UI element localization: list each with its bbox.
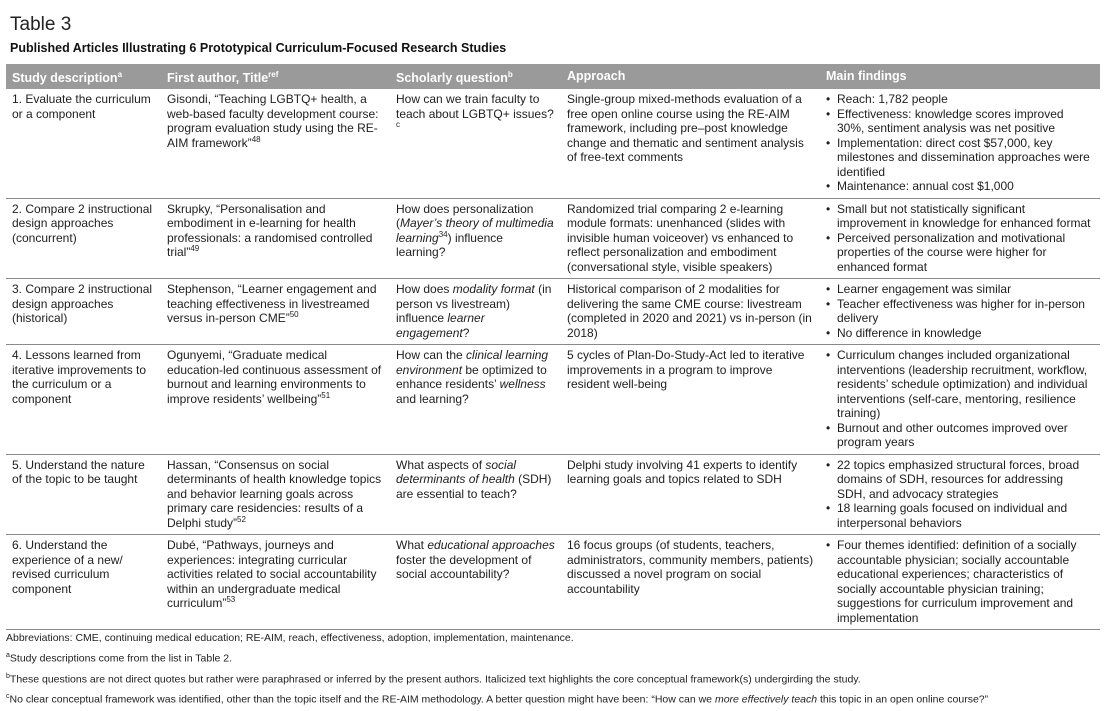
question-text: How can we train faculty to teach about LGBTQ+ issues? [396, 92, 554, 121]
cell-study-description: 3. Compare 2 instructional design approaches (historical) [6, 279, 161, 345]
cell-main-findings [820, 279, 1100, 345]
cell-author-title [161, 535, 390, 630]
table-title: Table 3 [10, 14, 72, 35]
finding-item: • Small but not statistically significant improvement in knowledge for enhanced format [826, 202, 1094, 231]
cell-main-findings [820, 89, 1100, 198]
author-title-text: Gisondi, “Teaching LGBTQ+ health, a web-based faculty development course: program evaluation study using the RE-AIM framework” [167, 92, 379, 150]
cell-main-findings [820, 535, 1100, 630]
question-text: What aspects of [396, 457, 486, 472]
question-text: and learning? [396, 391, 469, 406]
footnote-abbreviations: Abbreviations: CME, continuing medical education; RE-AIM, reach, effectiveness, adoption, implementation, maintenance. [6, 632, 574, 644]
question-superscript: c [396, 120, 400, 130]
cell-author-title [161, 89, 390, 198]
reference-number: 48 [251, 134, 261, 144]
finding-item: • Perceived personalization and motivational properties of the course were higher for enhanced format [826, 231, 1094, 275]
cell-main-findings [820, 454, 1100, 535]
finding-item: • 18 learning goals focused on individual and interpersonal behaviors [826, 501, 1094, 530]
findings-list [826, 92, 1094, 194]
table-row [6, 535, 1100, 630]
table-row [6, 279, 1100, 345]
question-framework-text: learner engagement [396, 311, 485, 340]
research-studies-table [6, 64, 1100, 630]
cell-author-title [161, 454, 390, 535]
question-text: ) influence learning? [396, 230, 503, 260]
question-text: ? [462, 325, 470, 340]
question-superscript: 34 [438, 229, 448, 239]
finding-item: • Implementation: direct cost $57,000, key milestones and dissemination approaches were identified [826, 136, 1094, 180]
cell-scholarly-question [390, 535, 561, 630]
table-row [6, 198, 1100, 279]
cell-study-description: 4. Lessons learned from iterative improvements to the curriculum or a component [6, 345, 161, 455]
question-framework-text: clinical learning environment [396, 348, 549, 377]
author-title-text: Skrupky, “Personalisation and embodiment in e-learning for health professionals: a randomised controlled trial” [167, 201, 373, 260]
finding-item: • Burnout and other outcomes improved over program years [826, 421, 1094, 450]
finding-item: • Effectiveness: knowledge scores improved 30%, sentiment analysis was net positive [826, 107, 1094, 136]
cell-study-description: 1. Evaluate the curriculum or a component [6, 89, 161, 198]
question-text: be optimized to enhance residents’ [396, 362, 547, 392]
reference-number: 50 [289, 310, 299, 320]
question-text: How does personalization ( [396, 201, 534, 231]
author-title-text: Hassan, “Consensus on social determinants of health knowledge topics and behavior learning goals across primary care residencies: results of a Delphi study” [167, 457, 382, 530]
findings-list [826, 538, 1094, 625]
cell-author-title [161, 279, 390, 345]
cell-approach: Single-group mixed-methods evaluation of a free open online course using the RE-AIM framework, including pre–post knowledge change and thematic and sentiment analysis of free-text comments [561, 89, 820, 198]
footnote-c: $^c$No clear conceptual framework was identified, other than the topic itself and the RE-AIM methodology. A better question might have been: “How can we more effectively teach this topic in an open online course?” [6, 693, 989, 706]
header-study-description: Study description$^a$ [6, 64, 161, 89]
question-framework-text: modality format [452, 282, 535, 297]
author-title-text: Ogunyemi, “Graduate medical education-led continuous assessment of burnout and learning environments to improve residents’ wellbeing” [167, 348, 382, 406]
cell-approach: 5 cycles of Plan-Do-Study-Act led to iterative improvements in a program to improve resident well-being [561, 345, 820, 455]
question-framework-text: Mayer’s theory of multimedia learning [396, 216, 554, 245]
table-row [6, 345, 1100, 455]
question-text: What [396, 538, 428, 553]
cell-approach: Historical comparison of 2 modalities for delivering the same CME course: livestream (completed in 2020 and 2021) vs in-person (in 2018) [561, 279, 820, 345]
finding-item: • No difference in knowledge [826, 326, 1094, 341]
table-row [6, 89, 1100, 198]
findings-list [826, 282, 1094, 340]
finding-item: • Maintenance: annual cost $1,000 [826, 179, 1094, 194]
question-framework-text: social determinants of health [396, 457, 517, 487]
finding-item: • Curriculum changes included organizational interventions (leadership recruitment, workflow, residents’ schedule optimization) and individual interventions (self-care, mentoring, resilience training) [826, 348, 1094, 421]
cell-scholarly-question [390, 454, 561, 535]
header-first-author-title: First author, Title$^{ref}$ [161, 64, 390, 89]
cell-scholarly-question [390, 198, 561, 279]
finding-item: • Reach: 1,782 people [826, 92, 1094, 107]
cell-approach: 16 focus groups (of students, teachers, administrators, community members, patients) discussed a novel program on social accountability [561, 535, 820, 630]
question-framework-text: educational approaches [427, 538, 555, 553]
reference-number: 53 [226, 595, 236, 605]
cell-author-title [161, 198, 390, 279]
question-text: How does [396, 282, 453, 297]
reference-number: 51 [321, 390, 331, 400]
findings-list [826, 348, 1094, 450]
finding-item: • 22 topics emphasized structural forces, broad domains of SDH, resources for addressing SDH, and advocacy strategies [826, 458, 1094, 502]
cell-study-description: 2. Compare 2 instructional design approaches (concurrent) [6, 198, 161, 279]
reference-number: 49 [190, 244, 200, 254]
question-text: How can the [396, 348, 467, 363]
question-framework-text: wellness [499, 377, 546, 392]
cell-main-findings [820, 198, 1100, 279]
cell-study-description: 6. Understand the experience of a new/ revised curriculum component [6, 535, 161, 630]
finding-item: • Teacher effectiveness was higher for in-person delivery [826, 297, 1094, 326]
footnote-a: $^a$Study descriptions come from the list in Table 2. [6, 652, 233, 665]
header-main-findings: Main findings [820, 64, 1100, 89]
question-text: (SDH) are essential to teach? [396, 472, 552, 501]
cell-author-title [161, 345, 390, 455]
cell-approach: Delphi study involving 41 experts to identify learning goals and topics related to SDH [561, 454, 820, 535]
findings-list [826, 202, 1094, 275]
cell-scholarly-question [390, 89, 561, 198]
findings-list [826, 458, 1094, 531]
finding-item: • Four themes identified: definition of a socially accountable physician; socially accountable educational experiences; characteristics of socially accountable physician training; suggestions for curriculum improvement and implementation [826, 538, 1094, 625]
footnote-b: $^b$These questions are not direct quotes but rather were paraphrased or inferred by the present authors. Italicized text highlights the core conceptual framework(s) undergirding the study. [6, 672, 861, 685]
footnotes [6, 632, 1100, 711]
cell-scholarly-question [390, 279, 561, 345]
question-text: (in person vs livestream) influence [396, 282, 552, 326]
cell-main-findings [820, 345, 1100, 455]
finding-item: • Learner engagement was similar [826, 282, 1094, 297]
author-title-text: Dubé, “Pathways, journeys and experiences: integrating curricular activities related to social accountability within an undergraduate medical curriculum” [167, 538, 377, 611]
cell-approach: Randomized trial comparing 2 e-learning module formats: unenhanced (slides with invisible human voiceover) vs enhanced to reflect personalization and embodiment (conversational style, visible speakers) [561, 198, 820, 279]
table-header-row [6, 64, 1100, 89]
author-title-text: Stephenson, “Learner engagement and teaching effectiveness in livestreamed versus in-person CME” [167, 282, 377, 326]
reference-number: 52 [237, 514, 246, 524]
header-approach: Approach [561, 64, 820, 89]
cell-study-description: 5. Understand the nature of the topic to be taught [6, 454, 161, 535]
header-scholarly-question: Scholarly question$^b$ [390, 64, 561, 89]
cell-scholarly-question [390, 345, 561, 455]
table-subtitle: Published Articles Illustrating 6 Prototypical Curriculum-Focused Research Studies [10, 41, 507, 55]
question-text: foster the development of social accountability? [396, 552, 532, 582]
table-row [6, 454, 1100, 535]
